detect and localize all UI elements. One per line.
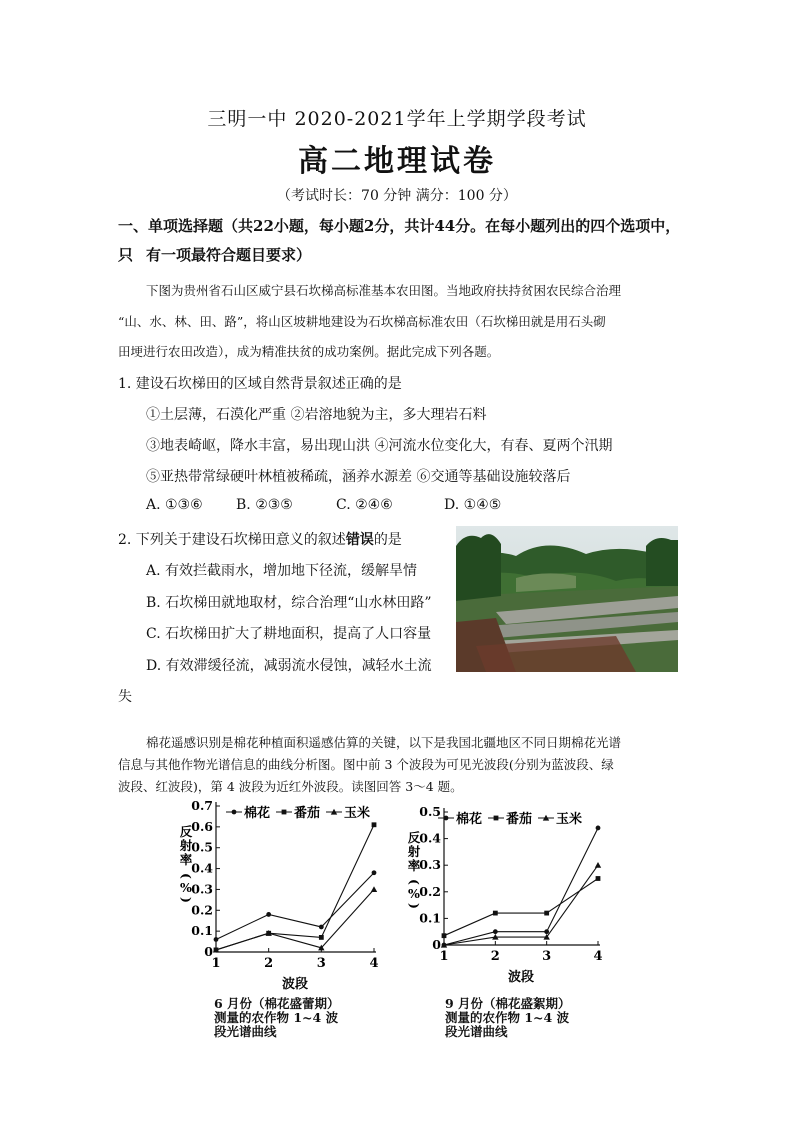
sep-legend-label: 番茄 bbox=[506, 812, 533, 827]
sep-x-tick-label: 3 bbox=[542, 949, 552, 964]
q1-statement-2: ③地表崎岖，降水丰富，易出现山洪 ④河流水位变化大，有春、夏两个汛期 bbox=[146, 438, 613, 454]
sep-y-axis-label-char: ( bbox=[407, 879, 422, 885]
sep-legend-marker bbox=[494, 816, 499, 821]
sep-y-tick-label: 0.2 bbox=[419, 883, 441, 899]
section-heading-line2: 有一项最符合题目要求） bbox=[146, 246, 312, 264]
q1-option-b[interactable]: B. ②③⑤ bbox=[236, 497, 293, 513]
sep-series-line-番茄 bbox=[444, 879, 598, 936]
sep-y-axis-label-char: ) bbox=[407, 903, 422, 909]
june-y-axis-label-char: % bbox=[180, 880, 192, 895]
sep-x-axis-label: 波段 bbox=[507, 970, 535, 985]
terraced-field-photo bbox=[456, 526, 678, 672]
passage2-line2: 信息与其他作物光谱信息的曲线分析图。图中前 3 个波段为可见光波段(分别为蓝波段、绿 bbox=[118, 757, 614, 772]
june-data-point-棉花 bbox=[319, 925, 324, 930]
passage1-line3: 田埂进行农田改造），成为精准扶贫的成功案例。据此完成下列各题。 bbox=[118, 344, 500, 359]
sep-x-tick-label: 2 bbox=[490, 949, 500, 964]
sep-data-point-玉米 bbox=[595, 862, 601, 868]
sep-y-axis-label-char: 率 bbox=[407, 858, 421, 873]
june-legend-label: 番茄 bbox=[294, 806, 321, 821]
sep-legend-marker bbox=[444, 816, 449, 821]
june-data-point-番茄 bbox=[319, 935, 324, 940]
june-x-tick-label: 1 bbox=[211, 956, 221, 971]
june-y-tick-label: 0 bbox=[204, 944, 213, 959]
q1-statement-1: ①土层薄，石漠化严重 ②岩溶地貌为主，多大理岩石料 bbox=[146, 407, 487, 423]
june-data-point-番茄 bbox=[372, 822, 377, 827]
june-series-line-棉花 bbox=[216, 873, 374, 940]
june-legend-label: 玉米 bbox=[344, 806, 371, 821]
june-legend-marker bbox=[282, 810, 287, 815]
june-legend-label: 棉花 bbox=[244, 806, 271, 821]
q2-stem bbox=[118, 529, 402, 549]
sep-x-tick-label: 1 bbox=[439, 949, 449, 964]
june-y-tick-label: 0.1 bbox=[191, 923, 213, 939]
june-y-tick-label: 0.3 bbox=[191, 881, 213, 897]
q2-option-b[interactable]: B. 石坎梯田就地取材，综合治理“山水林田路” bbox=[146, 595, 432, 611]
june-y-tick-label: 0.2 bbox=[191, 902, 213, 918]
sep-y-axis-label-char: 反 bbox=[407, 830, 421, 845]
june-series-line-玉米 bbox=[216, 889, 374, 949]
sep-data-point-番茄 bbox=[544, 911, 549, 916]
june-x-tick-label: 3 bbox=[316, 956, 326, 971]
sep-series-line-玉米 bbox=[444, 865, 598, 945]
june-y-tick-label: 0.7 bbox=[191, 798, 213, 813]
september-chart-caption-line2: 测量的农作物 1~4 波 bbox=[445, 1010, 570, 1025]
sep-y-tick-label: 0.4 bbox=[419, 830, 441, 846]
q1-statement-3: ⑤亚热带常绿硬叶林植被稀疏，涵养水源差 ⑥交通等基础设施较落后 bbox=[146, 469, 571, 485]
sep-data-point-番茄 bbox=[442, 933, 447, 938]
passage2-line1: 棉花遥感识别是棉花种植面积遥感估算的关键，以下是我国北疆地区不同日期棉花光谱 bbox=[146, 735, 622, 750]
june-data-point-棉花 bbox=[266, 912, 271, 917]
june-chart-caption-line1: 6 月份（棉花盛蕾期） bbox=[214, 996, 340, 1011]
q2-stem-post: 的是 bbox=[373, 532, 402, 548]
june-chart-caption-line3: 段光谱曲线 bbox=[214, 1024, 277, 1039]
june-x-axis-label: 波段 bbox=[281, 977, 309, 992]
q1-option-d[interactable]: D. ①④⑤ bbox=[444, 497, 502, 513]
sep-data-point-棉花 bbox=[596, 826, 601, 831]
passage1-line2: “山、水、林、田、路”，将山区坡耕地建设为石坎梯高标准农田（石坎梯田就是用石头砌 bbox=[118, 314, 606, 329]
june-chart-caption bbox=[214, 997, 404, 1039]
june-y-axis-label-char: 射 bbox=[179, 838, 193, 853]
sep-y-tick-label: 0.3 bbox=[419, 857, 441, 873]
june-x-tick-label: 2 bbox=[264, 956, 274, 971]
june-y-axis-label-char: 反 bbox=[179, 824, 193, 839]
june-x-tick-label: 4 bbox=[369, 956, 379, 971]
q1-option-c[interactable]: C. ②④⑥ bbox=[336, 497, 393, 513]
passage2-line3: 波段、红波段)，第 4 波段为近红外波段。读图回答 3～4 题。 bbox=[118, 779, 463, 794]
subject-title: 高二地理试卷 bbox=[298, 144, 496, 179]
sep-series-line-棉花 bbox=[444, 828, 598, 945]
q1-stem: 1. 建设石坎梯田的区域自然背景叙述正确的是 bbox=[118, 376, 402, 392]
sep-data-point-番茄 bbox=[596, 876, 601, 881]
june-y-axis-label-char: ) bbox=[179, 897, 194, 903]
june-data-point-棉花 bbox=[372, 870, 377, 875]
q2-option-a[interactable]: A. 有效拦截雨水，增加地下径流，缓解旱情 bbox=[146, 563, 418, 579]
q1-option-a[interactable]: A. ①③⑥ bbox=[146, 497, 203, 513]
june-y-tick-label: 0.5 bbox=[191, 839, 213, 855]
june-series-line-番茄 bbox=[216, 825, 374, 950]
sep-data-point-棉花 bbox=[493, 929, 498, 934]
q2-stem-pre: 2. 下列关于建设石坎梯田意义的叙述 bbox=[118, 532, 346, 548]
june-y-tick-label: 0.6 bbox=[191, 818, 213, 834]
september-chart-caption-line3: 段光谱曲线 bbox=[445, 1024, 508, 1039]
sep-x-tick-label: 4 bbox=[593, 949, 603, 964]
september-spectral-chart bbox=[392, 798, 622, 998]
sep-y-axis-label-char: % bbox=[408, 886, 420, 901]
june-chart-caption-line2: 测量的农作物 1~4 波 bbox=[214, 1010, 339, 1025]
september-chart-caption bbox=[445, 997, 635, 1039]
q2-option-d-continued: 失 bbox=[118, 689, 132, 705]
june-legend-marker bbox=[232, 810, 237, 815]
q2-option-d[interactable]: D. 有效滞缓径流，减弱流水侵蚀，减轻水土流 bbox=[146, 658, 432, 674]
june-y-tick-label: 0.4 bbox=[191, 860, 213, 876]
passage1-line1: 下图为贵州省石山区威宁县石坎梯高标准基本农田图。当地政府扶持贫困农民综合治理 bbox=[146, 283, 622, 298]
sep-y-tick-label: 0 bbox=[432, 937, 441, 952]
sep-y-axis-label-char: 射 bbox=[407, 844, 421, 859]
sep-y-tick-label: 0.1 bbox=[419, 910, 441, 926]
school-exam-title: 三明一中 2020-2021学年上学期学段考试 bbox=[207, 108, 587, 130]
june-y-axis-label-char: 率 bbox=[179, 852, 193, 867]
sep-data-point-番茄 bbox=[493, 911, 498, 916]
sep-data-point-棉花 bbox=[544, 929, 549, 934]
june-data-point-棉花 bbox=[214, 937, 219, 942]
june-y-axis-label-char: ( bbox=[179, 873, 194, 879]
june-data-point-玉米 bbox=[371, 886, 377, 892]
september-chart-caption-line1: 9 月份（棉花盛絮期） bbox=[445, 996, 571, 1011]
q2-option-c[interactable]: C. 石坎梯田扩大了耕地面积，提高了人口容量 bbox=[146, 626, 432, 642]
exam-info: （考试时长：70 分钟 满分：100 分） bbox=[277, 188, 517, 204]
june-spectral-chart bbox=[170, 798, 395, 998]
sep-legend-label: 玉米 bbox=[556, 812, 583, 827]
sep-y-tick-label: 0.5 bbox=[419, 804, 441, 819]
q2-stem-emphasis: 错误 bbox=[345, 532, 374, 548]
section-heading-line1: 一、单项选择题（共22小题，每小题2分，共计44分。在每小题列出的四个选项中，只 bbox=[118, 217, 681, 264]
sep-legend-label: 棉花 bbox=[456, 812, 483, 827]
